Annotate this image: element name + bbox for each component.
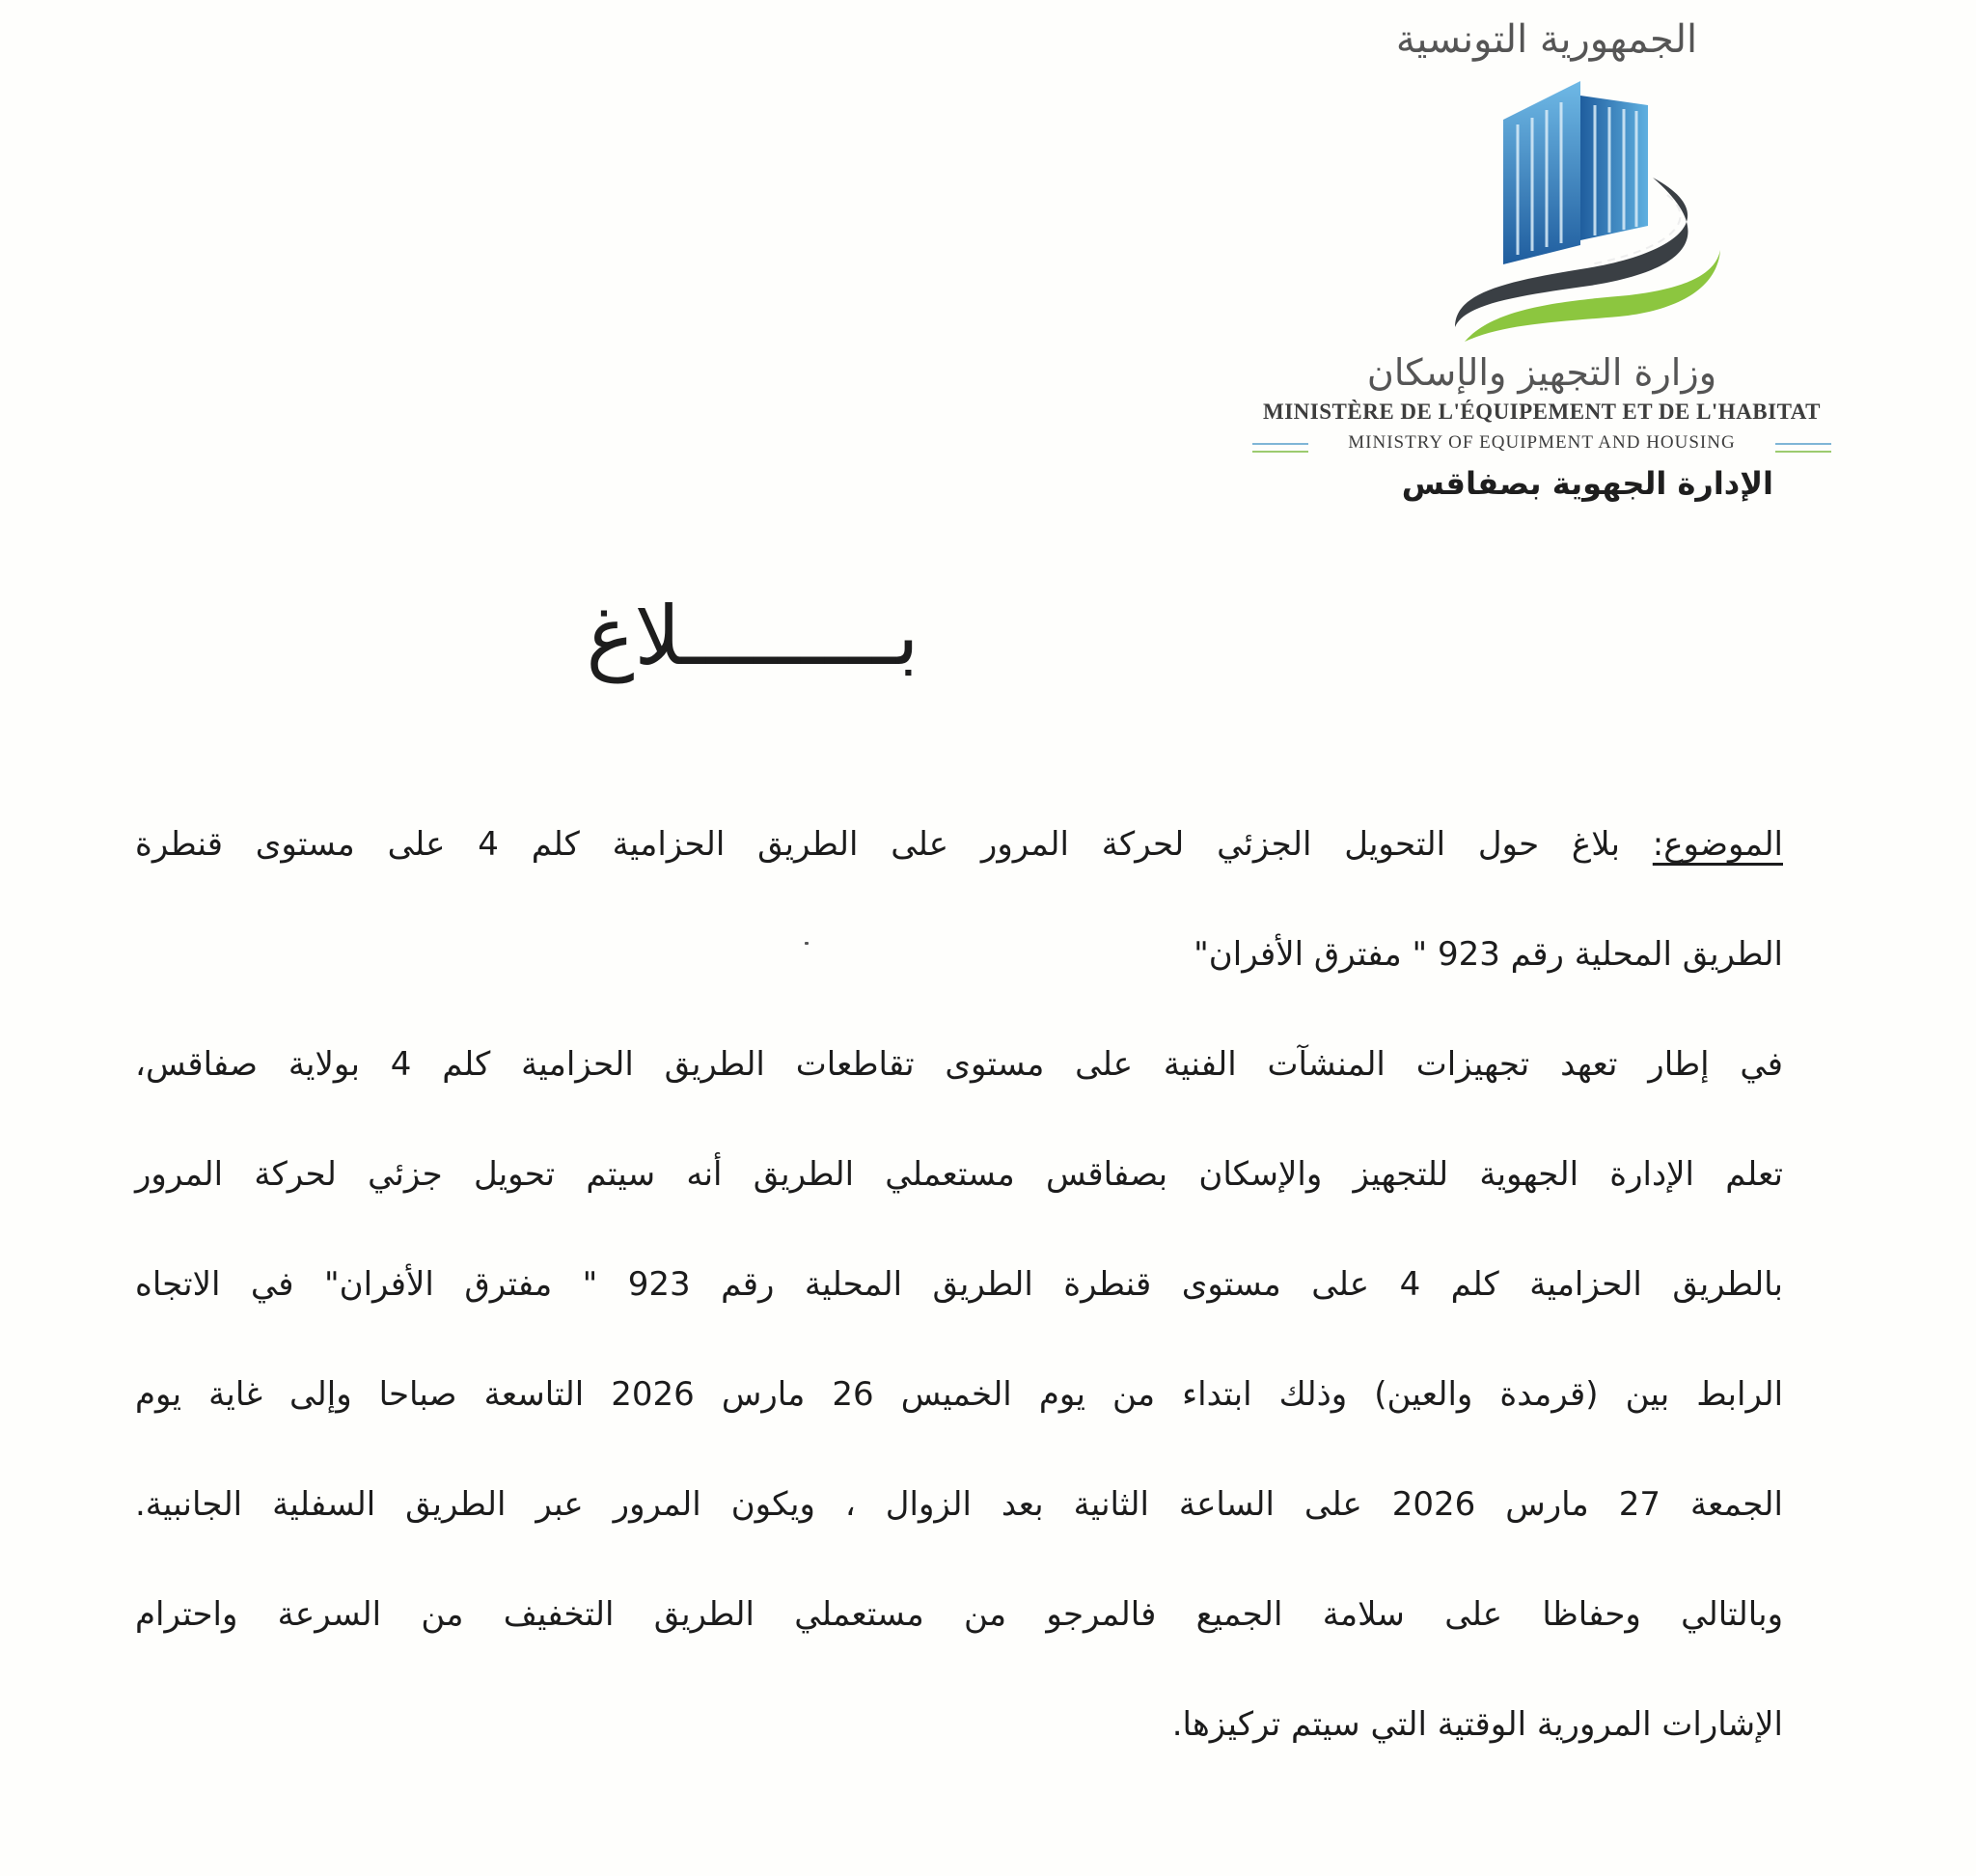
ministry-name-arabic: وزارة التجهيز والإسكان <box>1366 351 1717 394</box>
decorative-rule <box>1775 443 1831 453</box>
body-line: في إطار تعهد تجهيزات المنشآت الفنية على مستوى تقاطعات الطريق الحزامية كلم 4 بولاية صفاقس، <box>135 1045 1783 1084</box>
ministry-name-french: MINISTÈRE DE L'ÉQUIPEMENT ET DE L'HABITAT <box>1263 400 1821 424</box>
body-line: الإشارات المرورية الوقتية التي سيتم تركيزها. <box>1171 1705 1783 1744</box>
subject-line-continued: الطريق المحلية رقم 923 " مفترق الأفران" <box>1194 935 1783 974</box>
subject-label: الموضوع: <box>1652 825 1783 864</box>
subject-text: بلاغ حول التحويل الجزئي لحركة المرور على الطريق الحزامية كلم 4 على مستوى قنطرة <box>135 825 1653 864</box>
ministry-logo <box>1436 81 1725 361</box>
body-line: بالطريق الحزامية كلم 4 على مستوى قنطرة الطريق المحلية رقم 923 " مفترق الأفران" في الاتجاه <box>135 1265 1784 1304</box>
republic-name: الجمهورية التونسية <box>1395 17 1698 62</box>
body-line: الجمعة 27 مارس 2026 على الساعة الثانية بعد الزوال ، ويكون المرور عبر الطريق السفلية الجانبية. <box>135 1485 1783 1524</box>
body-line: تعلم الإدارة الجهوية للتجهيز والإسكان بصفاقس مستعملي الطريق أنه سيتم تحويل جزئي لحركة المرور <box>135 1155 1783 1194</box>
regional-office: الإدارة الجهوية بصفاقس <box>1401 465 1773 502</box>
body-line: وبالتالي وحفاظا على سلامة الجميع فالمرجو من مستعملي الطريق التخفيف من السرعة واحترام <box>135 1595 1783 1634</box>
body-line: الرابط بين (قرمدة والعين) وذلك ابتداء من يوم الخميس 26 مارس 2026 التاسعة صباحا وإلى غاية يوم <box>135 1375 1784 1414</box>
document-title: بـــــــــلاغ <box>586 589 919 683</box>
subject-line <box>135 815 1783 925</box>
decorative-rule <box>1252 443 1308 453</box>
ministry-name-english-row <box>1252 432 1831 461</box>
document-body <box>135 815 1783 1806</box>
ministry-name-english: MINISTRY OF EQUIPMENT AND HOUSING <box>1348 432 1736 453</box>
letterhead <box>1263 14 1870 515</box>
